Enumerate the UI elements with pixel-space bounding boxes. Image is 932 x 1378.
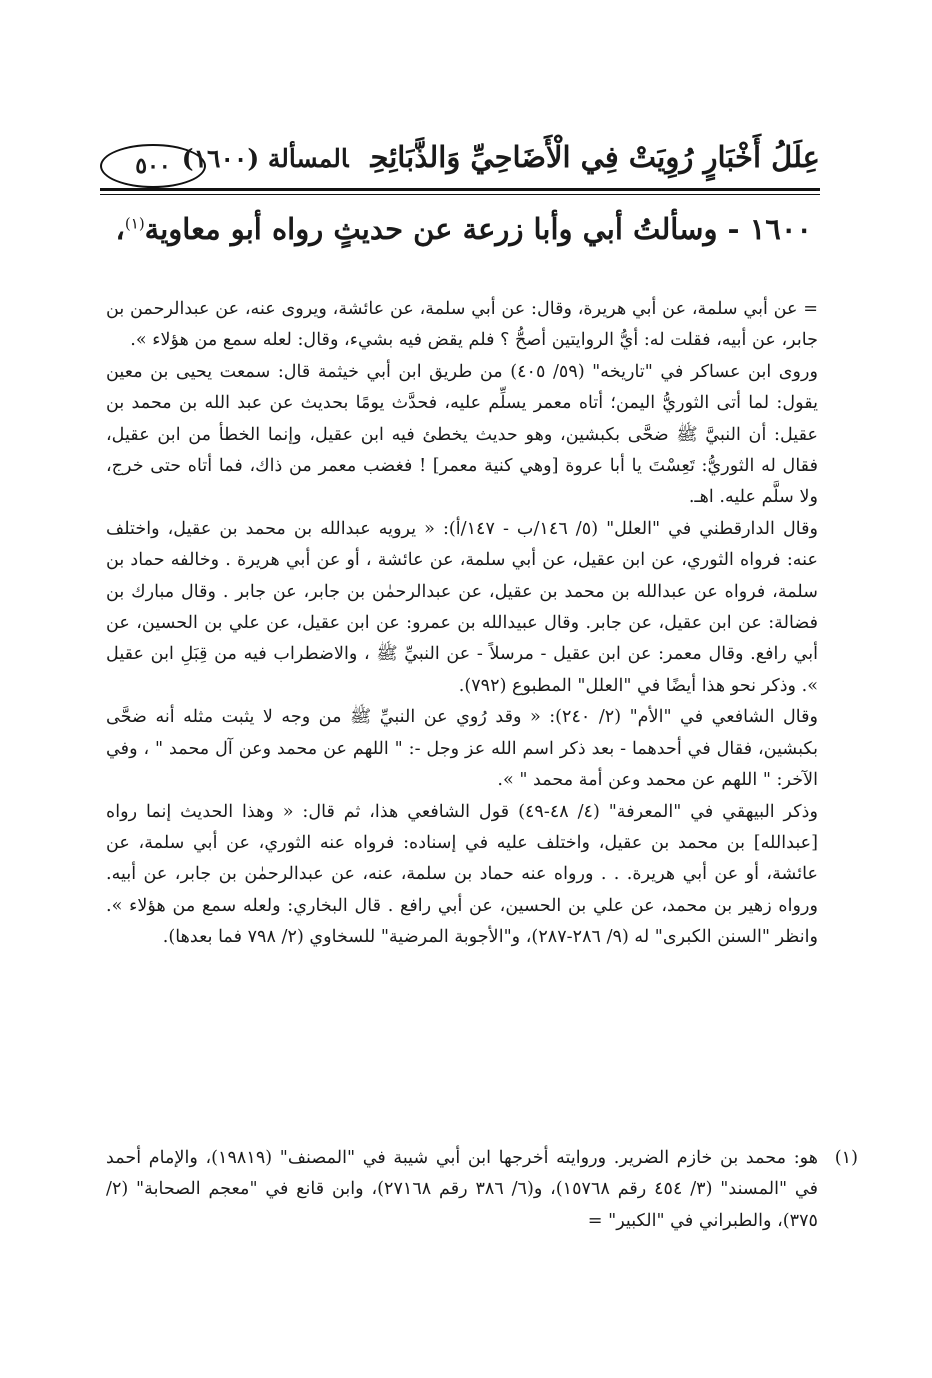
- footnote-continuation: [106, 294, 818, 954]
- header-rule-thin: [100, 194, 820, 195]
- question-text: ١٦٠٠ - وسألتُ أبي وأبا زرعة عن حديثٍ رواه أبو معاوية: [144, 212, 812, 246]
- footnote-1-text: هو: محمد بن خازم الضرير. وروايته أخرجها ابن أبي شيبة في "المصنف" (١٩٨١٩)، والإمام أحمد في "المسند" (٣/ ٤٥٤ رقم ١٥٧٦٨)، و(٦/ ٣٨٦ رقم ٢٧١٦٨)، وابن قانع في "معجم الصحابة" (٢/ ٣٧٥)، والطبراني في "الكبير" =: [106, 1148, 818, 1231]
- footnote-paragraph: وذكر البيهقي في "المعرفة" (٤/ ٤٨-٤٩) قول الشافعي هذا، ثم قال: « وهذا الحديث إنما رواه [عبدالله] بن محمد بن عقيل، واختلف عليه في إسناده: فرواه عنه الثوري، عن أبي سلمة، عن عائشة، أو عن أبي هريرة. . . ورواه عنه حماد بن سلمة، عنه، عن عبدالرحمٰن بن جابر، عن أبيه. ورواه زهير بن محمد، عن علي بن الحسين، عن أبي رافع . قال البخاري: ولعله سمع من هؤلاء ». وانظر "السنن الكبرى" له (٩/ ٢٨٦-٢٨٧)، و"الأجوبة المرضية" للسخاوي (٢/ ٧٩٨ فما بعدها).: [106, 801, 818, 948]
- issue-number: المسألة (١٦٠٠): [181, 144, 349, 173]
- footnote-paragraph: وقال الدارقطني في "العلل" (٥/ ١٤٦/ب - ١٤٧/أ): « يرويه عبدالله بن محمد بن عقيل، واختلف عنه: فرواه الثوري، عن ابن عقيل، عن أبي سلمة، عن عائشة ، أو عن أبي هريرة . وخالفه حماد بن سلمة، فرواه عن عبدالله بن محمد بن عقيل، عن عبدالرحمٰن بن جابر، عن جابر . وقال مبارك بن فضالة: عن ابن عقيل، عن جابر. وقال عبيدالله بن عمرو: عن ابن عقيل، عن علي بن الحسين، عن أبي رافع. وقال معمر: عن ابن عقيل - مرسلاً - عن النبيِّ ﷺ ، والاضطراب فيه من قِبَلِ ابن عقيل ». وذكر نحو هذا أيضًا في "العلل" المطبوع (٧٩٢).: [106, 518, 819, 696]
- footnote-1: [106, 1143, 858, 1237]
- question-trailing: ،: [115, 212, 125, 246]
- footnote-marker: (١): [834, 1148, 858, 1168]
- page-number: ٥٠٠: [100, 144, 206, 188]
- book-title: عِلَلُ أَخْبَارٍ رُوِيَتْ فِي الْأَضَاحِيِّ وَالذَّبَائِحِ: [370, 140, 820, 174]
- footnote-paragraph: وروى ابن عساكر في "تاريخه" (٥٩/ ٤٠٥) من طريق ابن أبي خيثمة قال: سمعت يحيى بن معين يقول: لما أتى الثوريُّ اليمن؛ أتاه معمر يسلِّم عليه، فحدَّث يومًا بحديث عن عبد الله بن محمد بن عقيل: أن النبيَّ ﷺ ضحَّى بكبشين، وهو حديث يخطئ فيه ابن عقيل، وإنما الخطأ من ابن عقيل، فقال له الثوريُّ: تَعِسْتَ يا أبا عروة [وهي كنية معمر] ! فغضب معمر من ذاك، فما أتاه حتى خرج، ولا سلَّم عليه. اهـ.: [106, 361, 819, 508]
- header-rule-thick: [100, 188, 820, 191]
- question-heading: [112, 212, 812, 246]
- footnote-paragraph: وقال الشافعي في "الأم" (٢/ ٢٤٠): « وقد رُوي عن النبيِّ ﷺ من وجه لا يثبت مثله أنه ضحَّى بكبشين، فقال في أحدهما - بعد ذكر اسم الله عز وجل -: " اللهم عن محمد وعن آل محمد " ، وفي الآخر: " اللهم عن محمد وعن أمة محمد " ».: [106, 707, 819, 791]
- footnote-ref: (١): [124, 214, 145, 233]
- running-title: [181, 140, 820, 174]
- page-header: [100, 130, 820, 180]
- footnote-paragraph: = عن أبي سلمة، عن أبي هريرة، وقال: عن أبي سلمة، عن عائشة، ويروى عنه، عن عبدالرحمن بن جابر، عن أبيه، فقلت له: أيُّ الروايتين أصحُّ ؟ فلم يقض فيه بشيء، وقال: لعله سمع من هؤلاء ».: [106, 299, 818, 351]
